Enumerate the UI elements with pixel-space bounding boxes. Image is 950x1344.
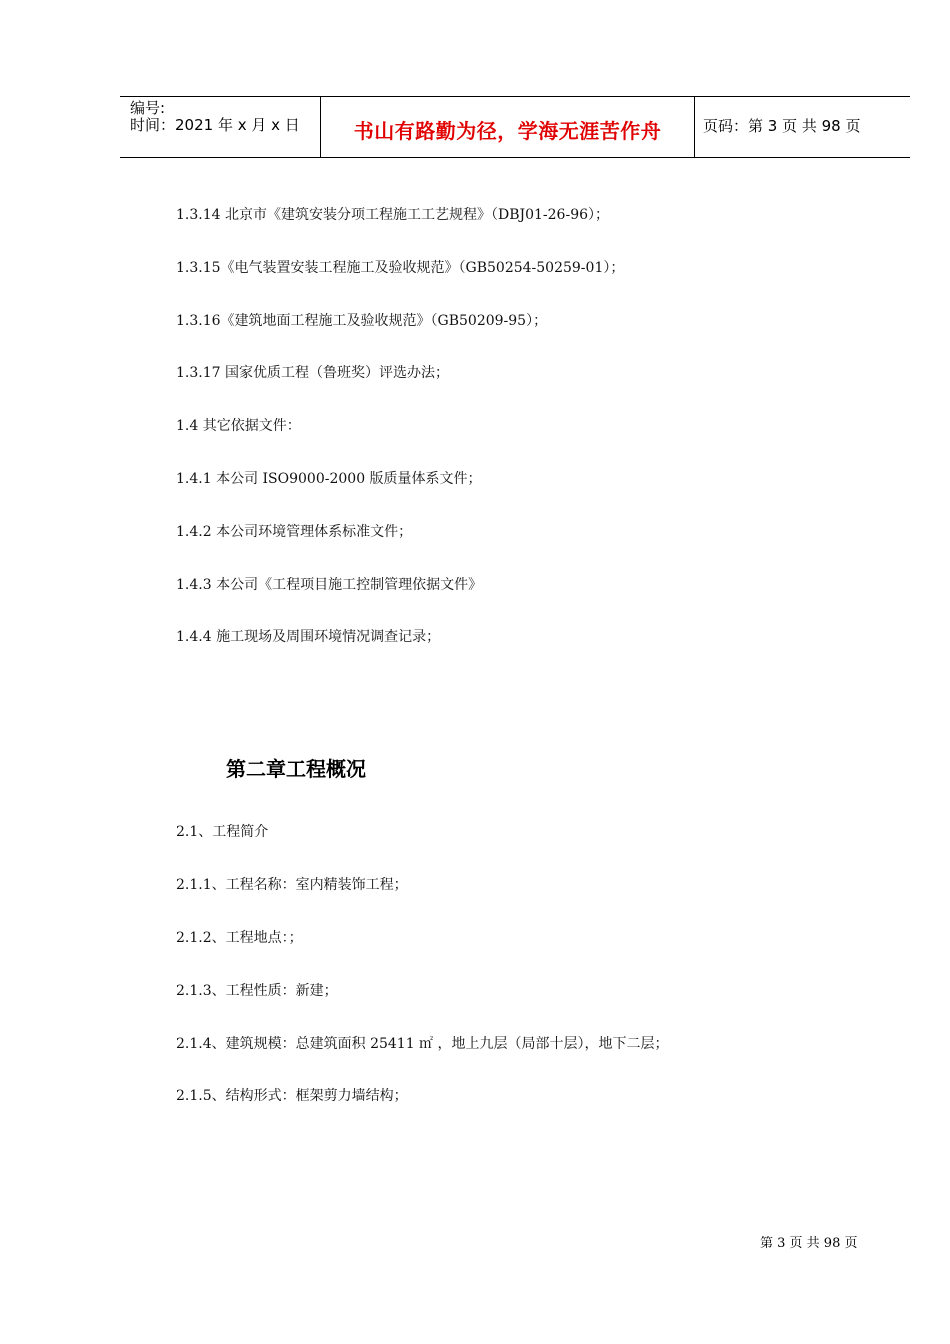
document-code-label: 编号: xyxy=(130,99,166,117)
text-line: 1.4 其它依据文件： xyxy=(176,418,301,434)
text-line: 2.1.5、结构形式：框架剪力墙结构； xyxy=(176,1088,408,1104)
document-time-label: 时间：2021 年 x 月 x 日 xyxy=(130,116,300,134)
text-line: 1.4.4 施工现场及周围环境情况调查记录； xyxy=(176,629,441,645)
text-line: 2.1.2、工程地点：； xyxy=(176,930,303,946)
chapter-title: 第二章工程概况 xyxy=(226,757,366,781)
text-line: 1.3.16《建筑地面工程施工及验收规范》（GB50209-95）； xyxy=(176,313,548,329)
page-footer: 第 3 页 共 98 页 xyxy=(760,1236,858,1251)
text-line: 1.4.3 本公司《工程项目施工控制管理依据文件》 xyxy=(176,577,483,593)
header-page-number: 页码：第 3 页 共 98 页 xyxy=(703,117,861,135)
text-line: 1.4.2 本公司环境管理体系标准文件； xyxy=(176,524,413,540)
header-info-cell xyxy=(120,97,321,157)
text-line: 1.4.1 本公司 ISO9000-2000 版质量体系文件； xyxy=(176,471,482,487)
header-motto-cell xyxy=(321,97,695,157)
text-line: 2.1、工程简介 xyxy=(176,824,269,840)
header-motto: 书山有路勤为径，学海无涯苦作舟 xyxy=(353,119,662,143)
text-line: 2.1.1、工程名称：室内精装饰工程； xyxy=(176,877,408,893)
text-line: 2.1.4、建筑规模：总建筑面积 25411 ㎡ ，地上九层（局部十层），地下二层； xyxy=(176,1036,669,1052)
text-line: 2.1.3、工程性质：新建； xyxy=(176,983,338,999)
text-line: 1.3.17 国家优质工程（鲁班奖）评选办法； xyxy=(176,365,449,381)
page-header xyxy=(120,96,910,158)
header-page-cell xyxy=(695,97,910,157)
text-line: 1.3.15《电气装置安装工程施工及验收规范》（GB50254-50259-01）； xyxy=(176,260,625,276)
text-line: 1.3.14 北京市《建筑安装分项工程施工工艺规程》（DBJ01-26-96）； xyxy=(176,207,610,223)
